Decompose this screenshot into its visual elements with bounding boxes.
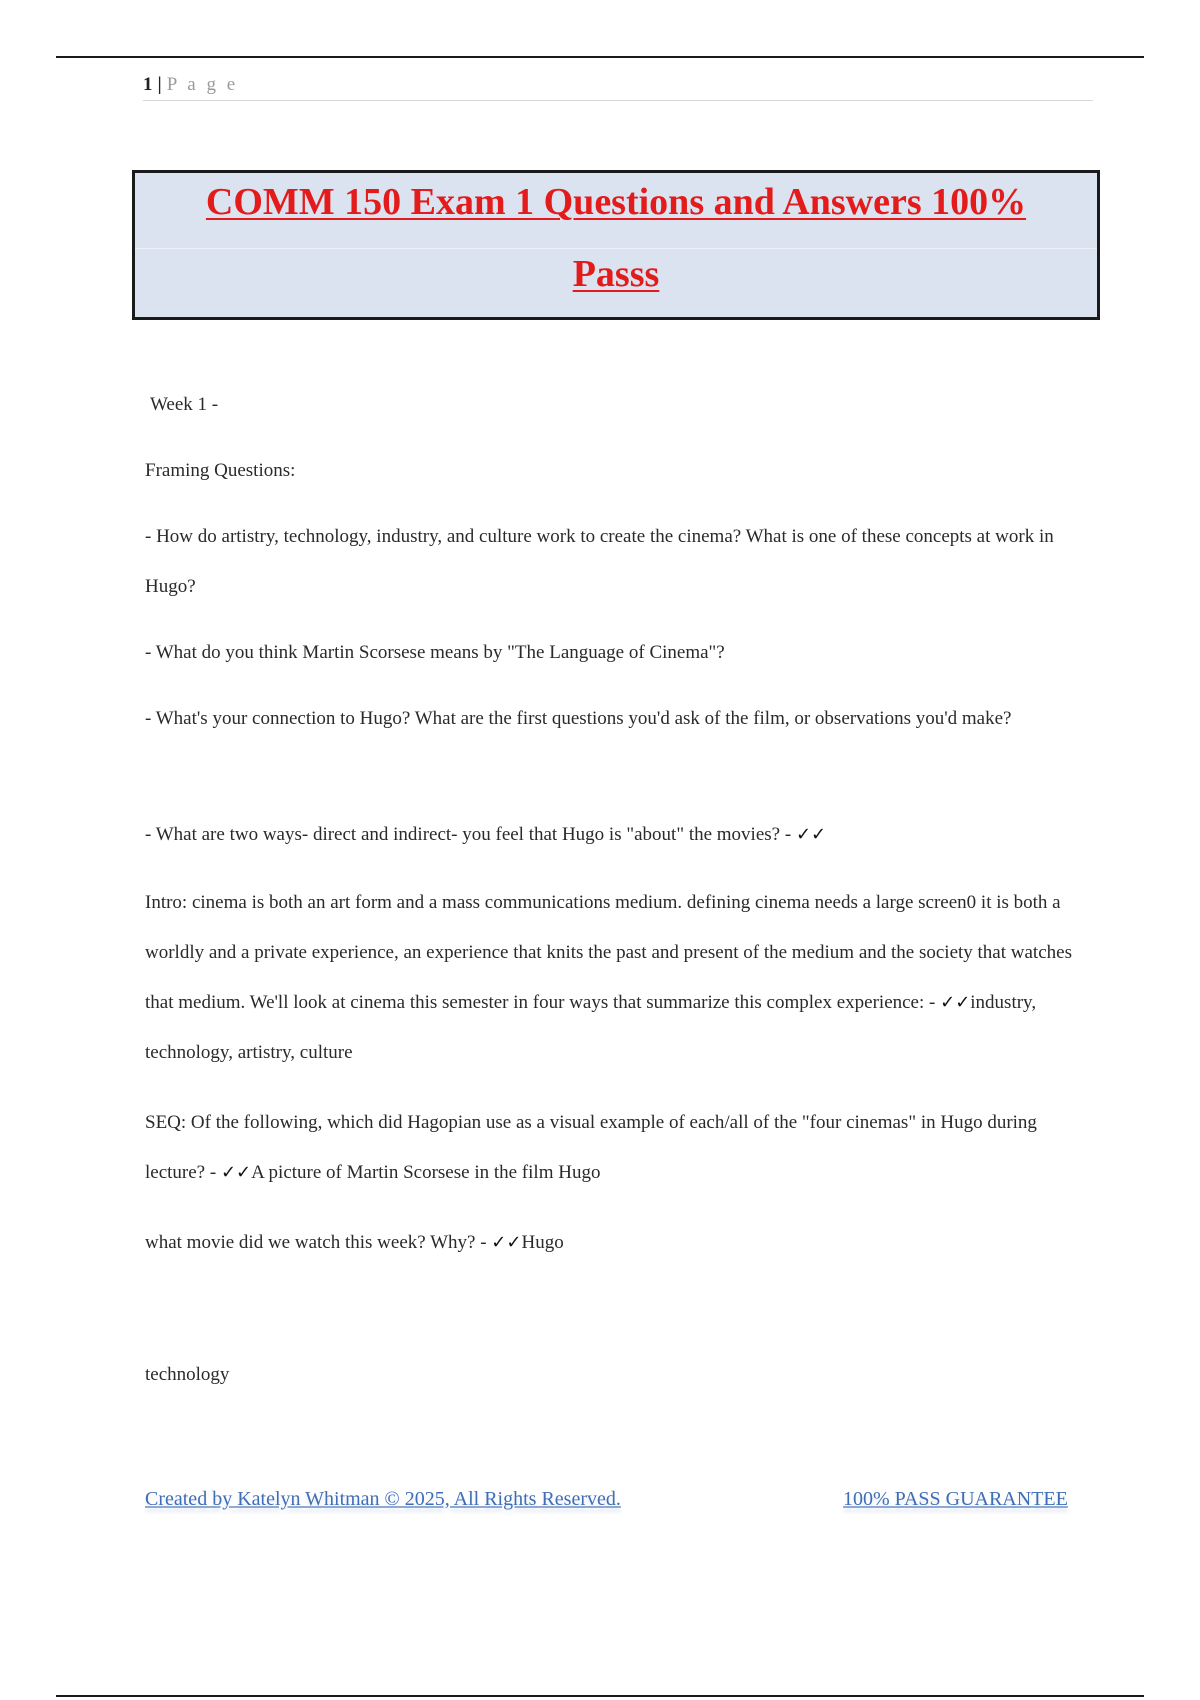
page-separator: | (157, 74, 162, 95)
intro-text: Intro: cinema is both an art form and a mass communications medium. defining cinema needs a large screen0 it is both a worldly and a private experience, an experience that knits the past and present of the medium and the society that watches that medium. We'll look at cinema this semester in four ways that summarize this complex experience: - (145, 892, 1072, 1013)
question-4 (145, 810, 1085, 860)
seq-paragraph (145, 1098, 1085, 1198)
question-4-text: - What are two ways- direct and indirect- you feel that Hugo is "about" the movies? - (145, 824, 796, 845)
question-2: - What do you think Martin Scorsese means by "The Language of Cinema"? (145, 642, 725, 663)
footer-guarantee: 100% PASS GUARANTEE (843, 1488, 1068, 1510)
checkmark-icon: ✓✓ (940, 992, 971, 1013)
document-title-line-1: COMM 150 Exam 1 Questions and Answers 100% (205, 181, 1027, 223)
week-heading: Week 1 - (150, 394, 219, 415)
title-box (132, 170, 1100, 320)
question-1: - How do artistry, technology, industry, and culture work to create the cinema? What is one of these concepts at work in Hugo? (145, 526, 1054, 597)
intro-paragraph (145, 878, 1085, 1078)
page-header (143, 72, 1093, 101)
movie-answer: Hugo (521, 1232, 564, 1253)
page-number: 1 (143, 74, 153, 95)
title-divider (135, 248, 1097, 249)
top-rule (56, 56, 1144, 58)
checkmark-icon: ✓✓ (220, 1162, 252, 1183)
intro-answer: industry, technology, artistry, culture (145, 992, 1037, 1063)
bottom-rule (56, 1695, 1144, 1697)
seq-answer: A picture of Martin Scorsese in the film Hugo (251, 1162, 601, 1183)
seq-text: SEQ: Of the following, which did Hagopian use as a visual example of each/all of the "four cinemas" in Hugo during lecture? - (145, 1112, 1037, 1183)
movie-text: what movie did we watch this week? Why? - (145, 1232, 492, 1253)
technology-term: technology (145, 1364, 230, 1385)
page-label: P a g e (166, 74, 239, 95)
framing-heading: Framing Questions: (145, 460, 296, 481)
checkmark-icon: ✓✓ (795, 824, 827, 845)
document-title-line-2: Passs (572, 253, 660, 295)
footer-copyright: Created by Katelyn Whitman © 2025, All Rights Reserved. (145, 1488, 621, 1510)
question-3: - What's your connection to Hugo? What are the first questions you'd ask of the film, or observations you'd make? (145, 708, 1012, 729)
checkmark-icon: ✓✓ (491, 1232, 522, 1253)
movie-question (145, 1218, 1085, 1268)
